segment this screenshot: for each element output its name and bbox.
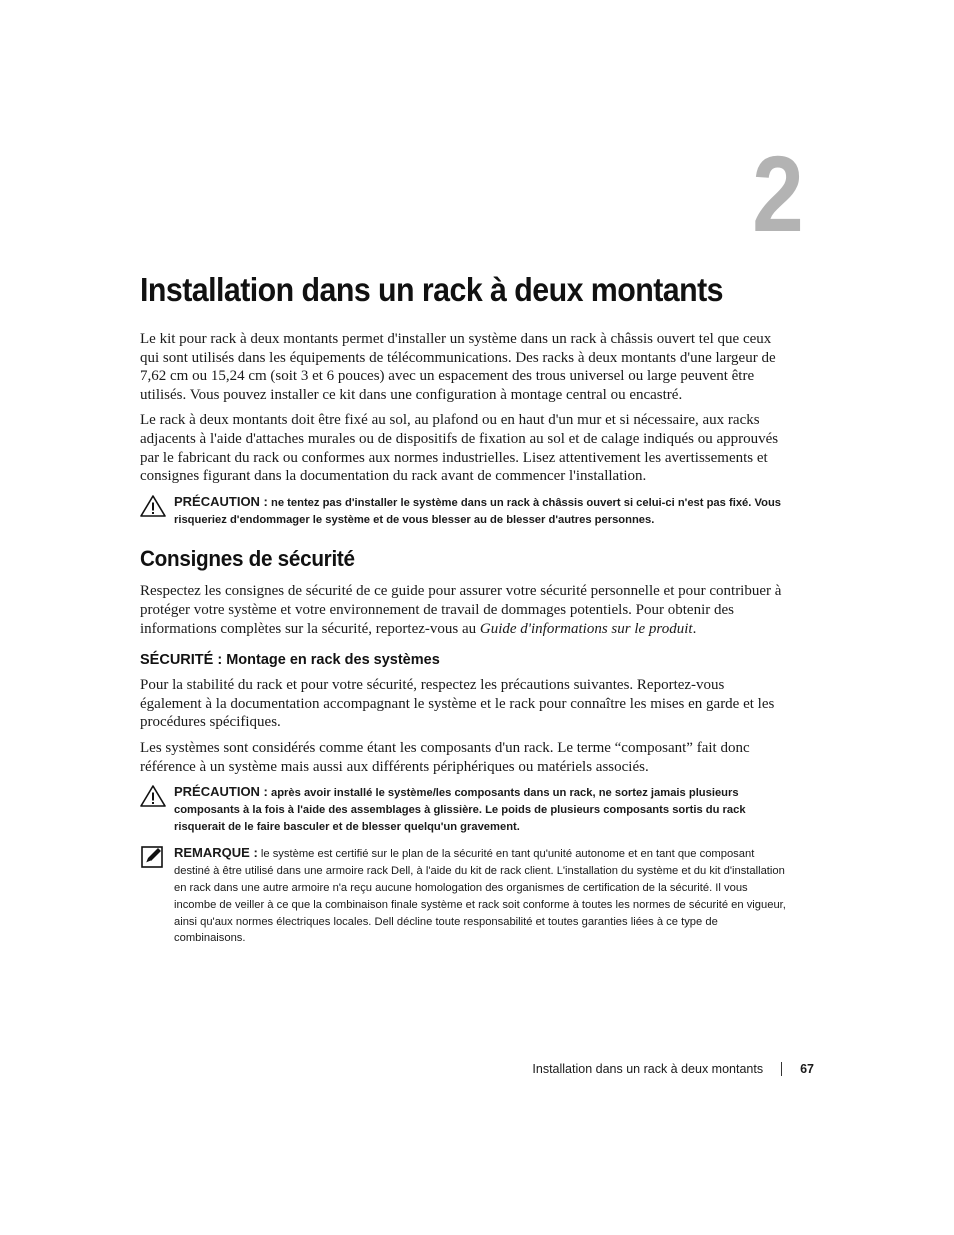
- section-paragraph-1: [140, 582, 788, 638]
- warning-triangle-icon: [140, 494, 166, 518]
- caution-label: PRÉCAUTION :: [174, 784, 268, 800]
- caution-text: après avoir installé le système/les composants dans un rack, ne sortez jamais plusieurs composants à la fois à l'aide des assemblages à glissière. Le poids de plusieurs composants sortis du rack risquerait de le faire basculer et de blesser quelqu'un gravement.: [174, 787, 746, 833]
- subsection-paragraph-2: Les systèmes sont considérés comme étant les composants d'un rack. Le terme “composant” fait donc référence à un système mais aussi aux différents périphériques ou matériels associés.: [140, 739, 750, 775]
- note-text: le système est certifié sur le plan de la sécurité en tant qu'unité autonome et en tant que composant destiné à être utilisé dans une armoire rack Dell, à l'aide du kit de rack client. L'installation du système et du kit d'installation en rack dans une autre armoire n'a reçu aucune homologation des organismes de certification de la sécurité. Il vous incombe de veiller à ce que la combinaison finale système et rack soit conforme à toutes les normes de sécurité en vigueur, ainsi qu'aux normes électriques locales. Dell décline toute responsabilité et toutes garanties liées à ce type de combinaisons.: [174, 848, 786, 945]
- caution-notice-2: [140, 784, 788, 835]
- section-paragraph-1-text: Respectez les consignes de sécurité de ce guide pour assurer votre sécurité personnelle et pour contribuer à protéger votre système et votre environnement de travail de dommages potentiels. Pour obtenir des informations complètes sur la sécurité, reportez-vous au: [140, 583, 782, 637]
- intro-paragraph-1: Le kit pour rack à deux montants permet d'installer un système dans un rack à châssis ouvert tel que ceux qui sont utilisés dans les équipements de télécommunications. Des racks à deux montants d'une largeur de 7,62 cm ou 15,24 cm (soit 3 et 6 pouces) avec un espacement des trous universel ou large peuvent être utilisés. Vous pouvez installer ce kit dans une configuration à montage central ou encastré.: [140, 331, 776, 403]
- note-label: REMARQUE :: [174, 845, 258, 861]
- caution-label: PRÉCAUTION :: [174, 493, 268, 509]
- caution-text: ne tentez pas d'installer le système dans un rack à châssis ouvert si celui-ci n'est pas fixé. Vous risqueriez d'endommager le système et de vous blesser au de blesser d'autres personnes.: [174, 496, 781, 526]
- footer-separator: [781, 1062, 782, 1076]
- page-footer: [532, 1062, 814, 1076]
- subsection-heading: SÉCURITÉ : Montage en rack des systèmes: [140, 652, 440, 669]
- section-heading: Consignes de sécurité: [140, 546, 355, 572]
- subsection-paragraph-1: Pour la stabilité du rack et pour votre sécurité, respectez les précautions suivantes. Reportez-vous également à la documentation accompagnant le système et le rack pour connaître les mises en garde et les procédures spécifiques.: [140, 677, 775, 731]
- caution-notice-1: [140, 494, 788, 529]
- section-paragraph-1-end: .: [692, 620, 697, 637]
- intro-paragraph-2: Le rack à deux montants doit être fixé au sol, au plafond ou en haut d'un mur et si nécessaire, aux racks adjacents à l'aide d'attaches murales ou de dispositifs de fixation au sol et de calage indiqués ou approuvés par le fabricant du rack ou conformes aux normes industrielles. Lisez attentivement les avertissements et consignes figurant dans la documentation du rack avant de commencer l'installation.: [140, 412, 779, 485]
- warning-triangle-icon: [140, 784, 166, 808]
- page-title: Installation dans un rack à deux montants: [140, 271, 724, 308]
- footer-title: Installation dans un rack à deux montants: [532, 1062, 764, 1076]
- product-guide-title: Guide d'informations sur le produit: [479, 620, 693, 637]
- pencil-note-icon: [140, 845, 166, 869]
- note-notice: [140, 845, 788, 947]
- page-number: 67: [800, 1062, 814, 1076]
- page-content: [140, 270, 788, 957]
- chapter-number: 2: [752, 133, 802, 254]
